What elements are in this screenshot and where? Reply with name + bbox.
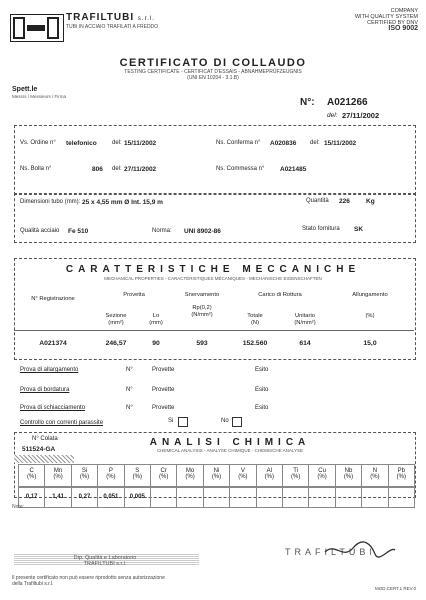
quantity-unit: Kg bbox=[366, 198, 375, 205]
col-reg: N° Registrazione bbox=[31, 296, 75, 302]
certificate-date-label: del: bbox=[327, 112, 338, 119]
steel-grade: Fe 510 bbox=[68, 228, 89, 235]
stamp-text: TRAFILTUBI bbox=[285, 547, 376, 557]
col-unitario: Unitario (N/mm²) bbox=[294, 313, 316, 326]
dimensions: 25 x 4,55 mm Ø Int. 15,9 m bbox=[82, 199, 163, 206]
bend-n-label: N° bbox=[126, 387, 133, 393]
our-confirm: A020836 bbox=[270, 140, 297, 147]
crush-test-label: Prova di schiacciamento bbox=[20, 405, 86, 411]
chem-header-s: S (%) bbox=[124, 464, 151, 488]
chem-value-c: 0,17 bbox=[18, 486, 45, 508]
recipient-label: Spett.le bbox=[12, 86, 38, 93]
col-rottura: Carico di Rottura bbox=[258, 292, 302, 298]
dimensions-label: Dimensioni tubo (mm): bbox=[20, 199, 81, 205]
left-signature: Dip. Qualità e Laboratorio TRAFILTUBI s.r.l. bbox=[73, 555, 137, 567]
norm: UNI 8902-86 bbox=[184, 228, 221, 235]
mechanical-subtitle: MECHANICAL PROPERTIES - CARACTÉRISTIQUES MÉCANIQUES - MECHANISCHE EIGENSCHAFTEN bbox=[104, 276, 322, 281]
chem-value-p: 0,051 bbox=[97, 486, 124, 508]
colata-label: N° Colata bbox=[32, 436, 58, 442]
commission-label: Ns. Commessa n° bbox=[216, 166, 265, 172]
chem-value-pb bbox=[388, 486, 415, 508]
chem-value-ti bbox=[282, 486, 309, 508]
certificate-date: 27/11/2002 bbox=[342, 111, 380, 120]
company-stamp bbox=[225, 540, 400, 562]
chem-header-p: P (%) bbox=[97, 464, 124, 488]
chem-value-v bbox=[229, 486, 256, 508]
customer-order-date-label: del: bbox=[112, 140, 122, 146]
col-totale: Totale (N) bbox=[247, 313, 263, 326]
company-logo bbox=[10, 14, 64, 42]
chem-header-ni: Ni (%) bbox=[203, 464, 230, 488]
recipient-sub: Messrs / Messieurs / Firma bbox=[12, 94, 67, 99]
row-reg: A021374 bbox=[39, 340, 67, 347]
eddy-no-label: No bbox=[221, 418, 229, 424]
customer-order-date: 15/11/2002 bbox=[124, 140, 157, 147]
flatten-esito-label: Esito bbox=[255, 367, 269, 373]
our-confirm-date-label: del: bbox=[310, 140, 320, 146]
supply-state-label: Stato fornitura bbox=[302, 226, 340, 232]
crush-n-label: N° bbox=[126, 405, 133, 411]
bend-provette-label: Provette bbox=[152, 387, 175, 393]
colata-number: 511524-GA bbox=[22, 446, 56, 453]
col-snervamento: Snervamento Rp(0,2) (N/mm²) bbox=[184, 292, 220, 318]
chemical-title: ANALISI CHIMICA bbox=[149, 437, 311, 448]
chem-header-v: V (%) bbox=[229, 464, 256, 488]
chem-header-mo: Mo (%) bbox=[176, 464, 203, 488]
chem-header-n: N (%) bbox=[361, 464, 388, 488]
eddy-no-checkbox bbox=[232, 417, 242, 427]
certificate-number: A021266 bbox=[327, 97, 368, 108]
delivery-date-label: del: bbox=[112, 166, 122, 172]
row-snervamento: 593 bbox=[196, 340, 208, 347]
our-confirm-date: 15/11/2002 bbox=[324, 140, 357, 147]
eddy-si-label: Si bbox=[168, 418, 174, 424]
order-box bbox=[14, 125, 416, 195]
mechanical-divider bbox=[14, 330, 414, 331]
eddy-test-label: Controllo con correnti parassite bbox=[20, 420, 104, 426]
our-confirm-label: Ns. Conferma n° bbox=[216, 140, 261, 146]
quantity: 226 bbox=[339, 198, 350, 205]
delivery-number: 806 bbox=[92, 166, 103, 173]
chem-header-si: Si (%) bbox=[71, 464, 98, 488]
chem-value-al bbox=[256, 486, 283, 508]
chem-header-al: Al (%) bbox=[256, 464, 283, 488]
brand-subtitle: TUBI IN ACCIAIO TRAFILATI A FREDDO bbox=[66, 24, 159, 30]
row-lo: 90 bbox=[152, 340, 160, 347]
crush-esito-label: Esito bbox=[255, 405, 269, 411]
chem-value-ni bbox=[203, 486, 230, 508]
certificate-title: CERTIFICATO DI COLLAUDO bbox=[119, 57, 307, 69]
mechanical-title: CARATTERISTICHE MECCANICHE bbox=[65, 264, 361, 275]
steel-grade-label: Qualità acciaio bbox=[20, 228, 60, 234]
quality-badge: COMPANY WITH QUALITY SYSTEM CERTIFIED BY DNV ISO 9002 bbox=[354, 8, 418, 32]
chem-header-c: C (%) bbox=[18, 464, 45, 488]
chem-header-ti: Ti (%) bbox=[282, 464, 309, 488]
chem-header-cr: Cr (%) bbox=[150, 464, 177, 488]
col-lo: Lo (mm) bbox=[149, 313, 163, 326]
eddy-si-checkbox bbox=[178, 417, 188, 427]
brand-name: TRAFILTUBI s.r.l. bbox=[66, 12, 155, 23]
flatten-n-label: N° bbox=[126, 367, 133, 373]
chem-header-pb: Pb (%) bbox=[388, 464, 415, 488]
chem-value-si: 0,27 bbox=[71, 486, 98, 508]
flatten-test-label: Prova di allargamento bbox=[20, 367, 79, 373]
certificate-subtitle: TESTING CERTIFICATE - CERTIFICAT D'ESSAIS - ABNAHMEPRÜFZEUGNIS (UNI EN 10204 - 3.1.B) bbox=[124, 69, 302, 81]
certificate-number-label: N°: bbox=[300, 97, 315, 108]
row-unitario: 614 bbox=[299, 340, 311, 347]
chem-value-n bbox=[361, 486, 388, 508]
row-totale: 152.560 bbox=[242, 340, 268, 347]
row-allungamento: 15,0 bbox=[363, 340, 377, 347]
note-label: Note: bbox=[12, 504, 24, 510]
footer-text: Il presente certificato non può essere riprodotto senza autorizzazione della Trafiltubi s.r.l. bbox=[12, 575, 165, 587]
crush-provette-label: Provette bbox=[152, 405, 175, 411]
chem-header-nb: Nb (%) bbox=[335, 464, 362, 488]
col-sezione: Sezione (mm²) bbox=[105, 313, 127, 326]
chem-header-cu: Cu (%) bbox=[308, 464, 335, 488]
chem-value-cr bbox=[150, 486, 177, 508]
customer-order-label: Vs. Ordine n° bbox=[20, 140, 56, 146]
commission-number: A021485 bbox=[280, 166, 307, 173]
supply-state: SK bbox=[354, 226, 364, 233]
col-provetta: Provetta bbox=[123, 292, 145, 298]
bend-test-label: Prova di bordatura bbox=[20, 387, 70, 393]
quantity-label: Quantità bbox=[306, 198, 329, 204]
row-sezione: 246,57 bbox=[105, 340, 127, 347]
col-allungamento: Allungamento (%) bbox=[352, 292, 388, 319]
colata-hatch bbox=[14, 455, 74, 463]
customer-order: telefonico bbox=[66, 140, 97, 147]
chem-value-mo bbox=[176, 486, 203, 508]
footer-code: MOD.CERT.1 REV.0 bbox=[374, 586, 416, 591]
chem-value-cu bbox=[308, 486, 335, 508]
chemical-subtitle: CHEMICAL ANALYSIS - ANALYSE CHIMIQUE - CHEMISCHE ANALYSE bbox=[156, 448, 304, 453]
flatten-provette-label: Provette bbox=[152, 367, 175, 373]
norm-label: Norma: bbox=[152, 228, 172, 234]
delivery-label: Ns. Bolla n° bbox=[20, 166, 52, 172]
chem-value-mn: 1,41 bbox=[44, 486, 71, 508]
chem-value-nb bbox=[335, 486, 362, 508]
bend-esito-label: Esito bbox=[255, 387, 269, 393]
chem-header-mn: Mn (%) bbox=[44, 464, 71, 488]
chem-value-s: 0,005 bbox=[124, 486, 151, 508]
delivery-date: 27/11/2002 bbox=[124, 166, 157, 173]
